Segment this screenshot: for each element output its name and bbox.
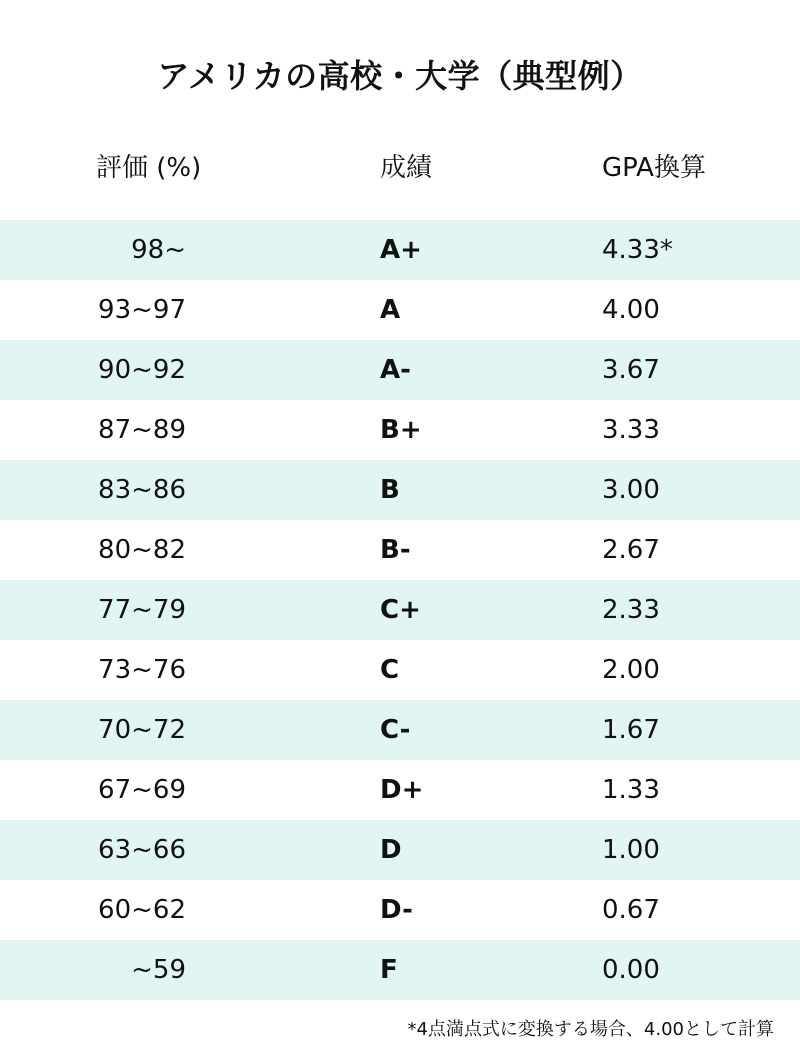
gpa-value: 2.67 [602, 535, 660, 565]
letter-grade: B [380, 475, 400, 505]
score-range: 77~79 [98, 595, 186, 625]
gpa-value: 0.67 [602, 895, 660, 925]
grade-table [0, 220, 800, 1000]
score-range: 98~ [131, 235, 186, 265]
table-row [0, 340, 800, 400]
gpa-value: 2.33 [602, 595, 660, 625]
score-range: 87~89 [98, 415, 186, 445]
letter-grade: C [380, 655, 400, 685]
table-row [0, 460, 800, 520]
table-row [0, 580, 800, 640]
table-row [0, 220, 800, 280]
table-row [0, 400, 800, 460]
gpa-value: 0.00 [602, 955, 660, 985]
letter-grade: F [380, 955, 398, 985]
gpa-value: 2.00 [602, 655, 660, 685]
letter-grade: A+ [380, 235, 422, 265]
letter-grade: C+ [380, 595, 421, 625]
score-range: 67~69 [98, 775, 186, 805]
letter-grade: B- [380, 535, 411, 565]
score-range: 60~62 [98, 895, 186, 925]
table-row [0, 280, 800, 340]
gpa-value: 3.67 [602, 355, 660, 385]
score-range: 70~72 [98, 715, 186, 745]
gpa-value: 4.00 [602, 295, 660, 325]
score-range: 73~76 [98, 655, 186, 685]
gpa-value: 1.67 [602, 715, 660, 745]
table-row [0, 520, 800, 580]
table-row [0, 760, 800, 820]
table-row [0, 940, 800, 1000]
score-range: 90~92 [98, 355, 186, 385]
score-range: 83~86 [98, 475, 186, 505]
letter-grade: B+ [380, 415, 422, 445]
table-row [0, 700, 800, 760]
letter-grade: A [380, 295, 401, 325]
gpa-value: 3.33 [602, 415, 660, 445]
header-grade: 成績 [380, 153, 433, 183]
table-row [0, 820, 800, 880]
footnote: *4点満点式に変換する場合、4.00として計算 [407, 1019, 774, 1040]
letter-grade: C- [380, 715, 411, 745]
table-row [0, 640, 800, 700]
header-evaluation: 評価 (%) [96, 153, 202, 183]
score-range: 63~66 [98, 835, 186, 865]
score-range: 80~82 [98, 535, 186, 565]
gpa-value: 1.33 [602, 775, 660, 805]
score-range: ~59 [131, 955, 186, 985]
table-header [0, 140, 800, 196]
letter-grade: D+ [380, 775, 424, 805]
score-range: 93~97 [98, 295, 186, 325]
page-title: アメリカの高校・大学（典型例） [157, 57, 643, 95]
letter-grade: D- [380, 895, 413, 925]
gpa-value: 3.00 [602, 475, 660, 505]
gpa-value: 4.33* [602, 235, 673, 265]
letter-grade: D [380, 835, 402, 865]
letter-grade: A- [380, 355, 411, 385]
header-gpa: GPA換算 [602, 153, 706, 183]
gpa-value: 1.00 [602, 835, 660, 865]
table-row [0, 880, 800, 940]
